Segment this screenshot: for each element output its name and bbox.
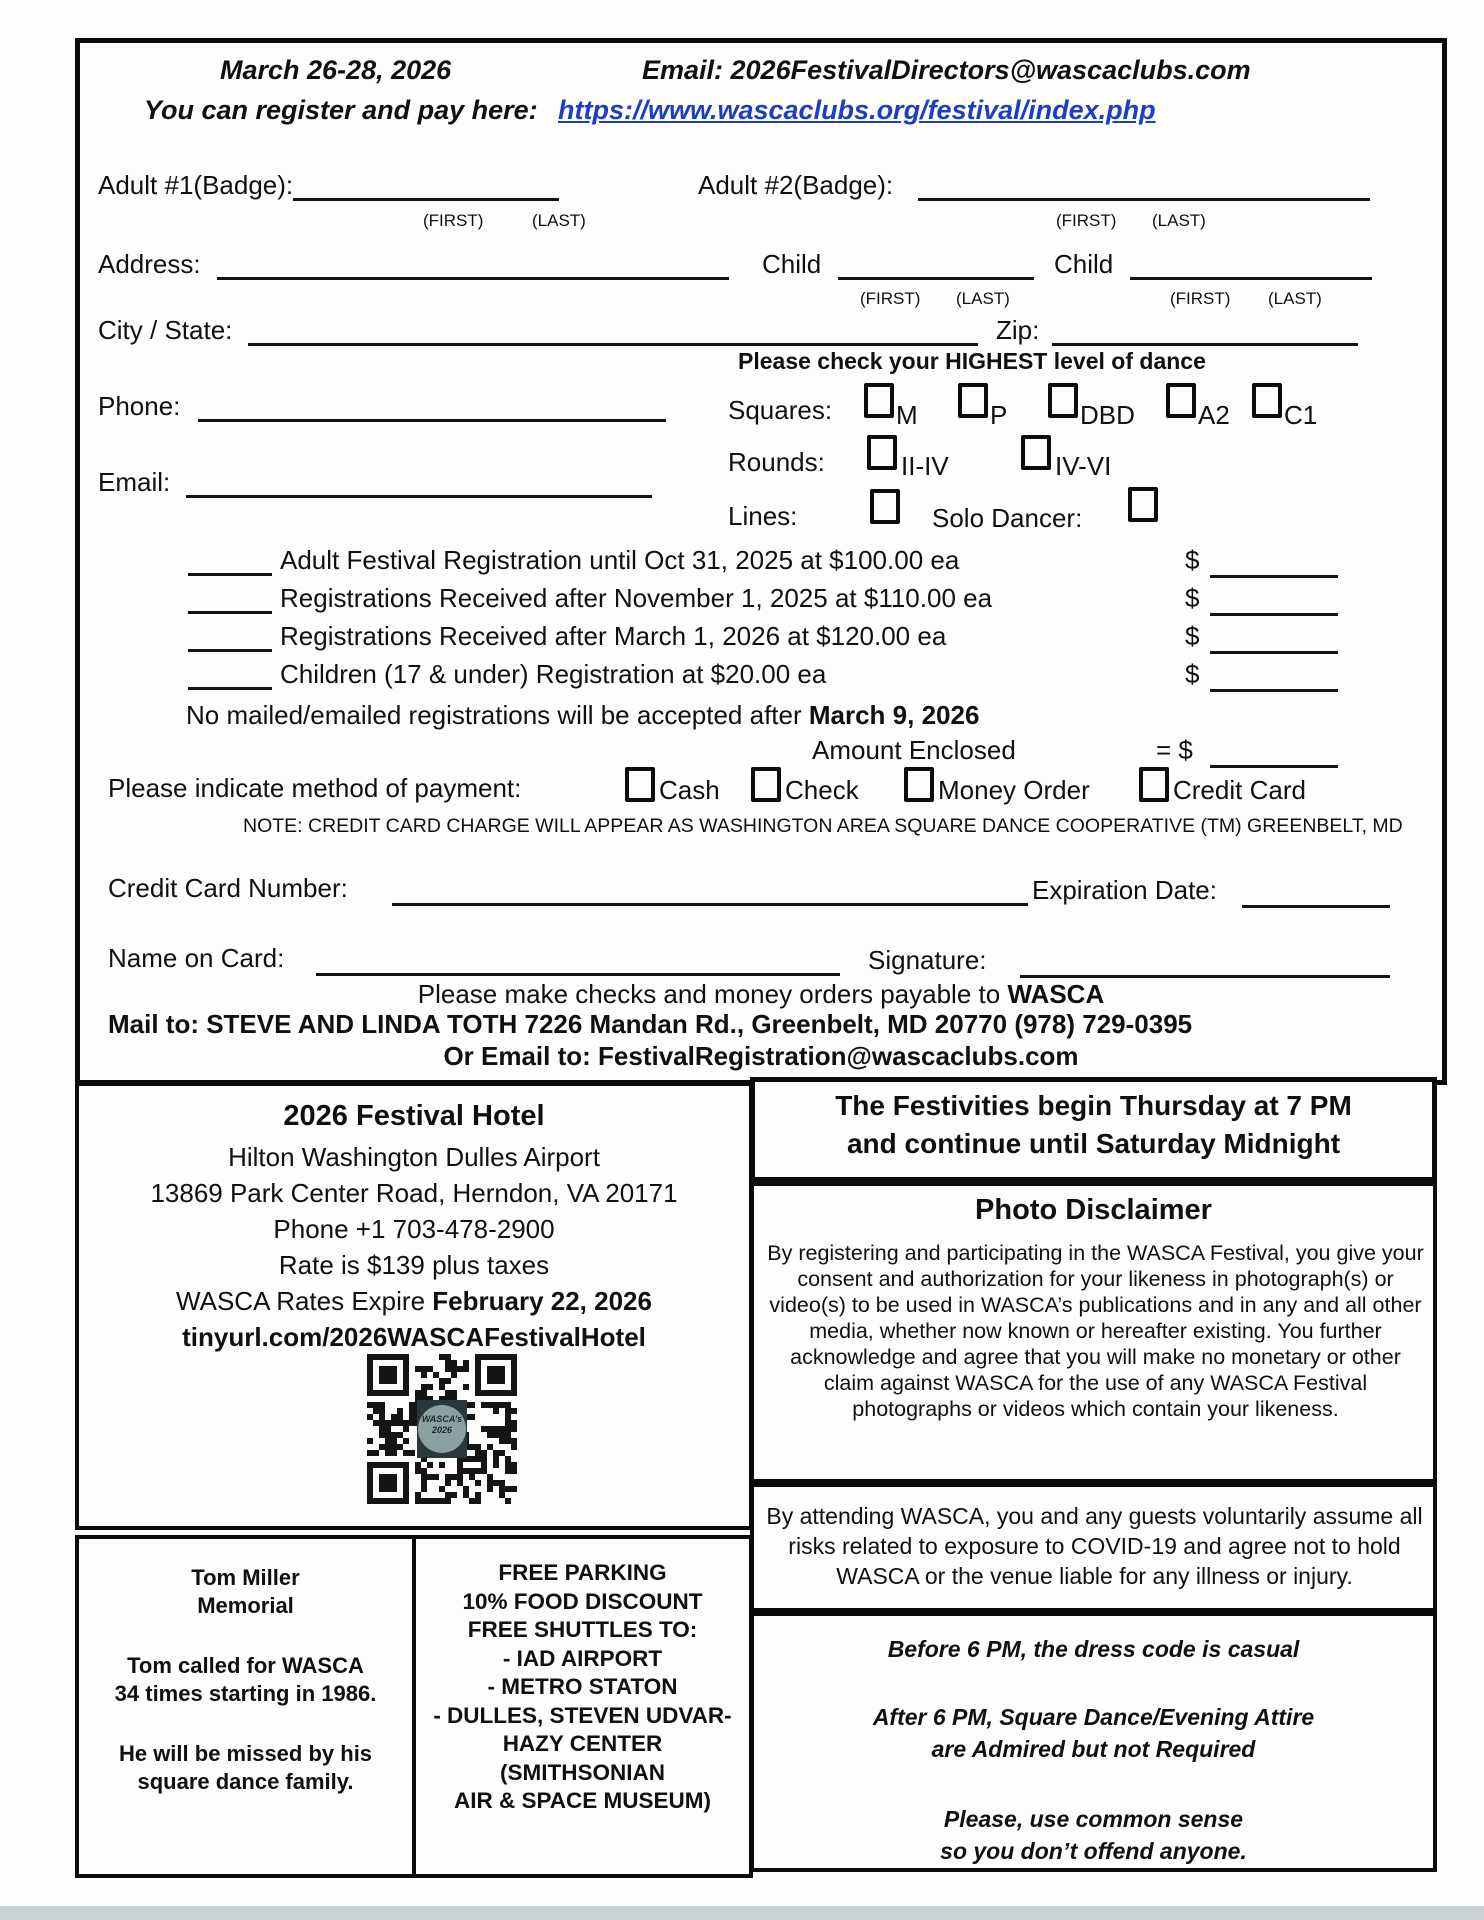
solo-dancer-checkbox xyxy=(1128,487,1158,522)
dress-code-line-1: Before 6 PM, the dress code is casual xyxy=(887,1636,1300,1662)
fee-line: Registrations Received after March 1, 2026 at $120.00 ea xyxy=(280,621,947,651)
dress-code-line-3: are Admired but not Required xyxy=(931,1736,1256,1762)
photo-disclaimer-body: By registering and participating in the WASCA Festival, you give your consent and authorization for your likeness in photograph(s) or video(s) to be used in WASCA’s publications and in any and all other media, whether now known or hereafter existing. You further acknowledge and agree that you will make no monetary or other claim against WASCA for the use of any WASCA Festival photographs or videos which contain your likeness. xyxy=(767,1241,1424,1421)
expiration-label: Expiration Date: xyxy=(1032,875,1217,905)
payable-line xyxy=(80,979,1442,1010)
adult2-blank xyxy=(918,198,1370,201)
child1-label: Child xyxy=(762,249,822,279)
adult2-label: Adult #2(Badge): xyxy=(698,170,894,200)
hotel-name: Hilton Washington Dulles Airport xyxy=(228,1142,600,1172)
signature-blank xyxy=(1020,975,1390,978)
fee-amount-blank xyxy=(1210,575,1338,578)
festivities-line-1: The Festivities begin Thursday at 7 PM xyxy=(835,1090,1352,1121)
fee-qty-blank xyxy=(188,687,272,690)
hotel-address: 13869 Park Center Road, Herndon, VA 20171 xyxy=(150,1178,678,1208)
squares-m-label: M xyxy=(896,400,918,430)
payable-org: WASCA xyxy=(1007,979,1105,1009)
fee-qty-blank xyxy=(188,649,272,652)
memorial-line-4: square dance family. xyxy=(137,1769,354,1794)
cc-number-label: Credit Card Number: xyxy=(108,873,348,903)
rounds-ii-iv-checkbox xyxy=(867,435,897,470)
squares-label: Squares: xyxy=(728,395,833,425)
memorial-title-2: Memorial xyxy=(197,1593,294,1618)
memorial-parking-section xyxy=(75,1535,753,1878)
solo-dancer-label: Solo Dancer: xyxy=(932,503,1083,533)
dress-code-line-2: After 6 PM, Square Dance/Evening Attire xyxy=(872,1704,1315,1730)
memorial-line-2: 34 times starting in 1986. xyxy=(114,1681,377,1706)
dollar-sign: $ xyxy=(1185,583,1200,613)
parking-line: - IAD AIRPORT xyxy=(502,1645,663,1671)
lines-checkbox xyxy=(870,489,900,524)
child2-label: Child xyxy=(1054,249,1114,279)
cash-checkbox xyxy=(625,767,655,802)
credit-card-note: NOTE: CREDIT CARD CHARGE WILL APPEAR AS WASHINGTON AREA SQUARE DANCE COOPERATIVE (TM) GREENBELT, MD xyxy=(243,815,1403,837)
phone-label: Phone: xyxy=(98,391,181,421)
memorial-title-1: Tom Miller xyxy=(191,1565,300,1590)
hotel-tinyurl: tinyurl.com/2026WASCAFestivalHotel xyxy=(182,1322,646,1352)
payable-text: Please make checks and money orders payable to xyxy=(417,979,1008,1009)
dress-code-line-5: so you don’t offend anyone. xyxy=(940,1838,1247,1864)
qr-logo-text-2: 2026 xyxy=(431,1425,453,1435)
cc-number-blank xyxy=(392,903,1028,906)
mail-to-line: Mail to: STEVE AND LINDA TOTH 7226 Mandan Rd., Greenbelt, MD 20770 (978) 729-0395 xyxy=(108,1009,1193,1039)
event-dates: March 26-28, 2026 xyxy=(220,55,452,85)
squares-a2-checkbox xyxy=(1166,383,1196,418)
rounds-iv-vi-label: IV-VI xyxy=(1055,451,1112,481)
dollar-sign: $ xyxy=(1185,659,1200,689)
zip-label: Zip: xyxy=(996,315,1040,345)
fee-qty-blank xyxy=(188,611,272,614)
or-email-line: Or Email to: FestivalRegistration@wascaclubs.com xyxy=(443,1041,1079,1071)
lines-label: Lines: xyxy=(728,501,798,531)
money-order-checkbox xyxy=(904,767,934,802)
credit-card-label: Credit Card xyxy=(1173,775,1306,805)
squares-dbd-checkbox xyxy=(1048,383,1078,418)
rounds-label: Rounds: xyxy=(728,447,825,477)
fee-amount-blank xyxy=(1210,651,1338,654)
first-caption: (FIRST) xyxy=(860,289,921,308)
dress-code-line-4: Please, use common sense xyxy=(943,1806,1244,1832)
city-state-label: City / State: xyxy=(98,315,233,345)
city-state-blank xyxy=(248,343,978,346)
adult1-label: Adult #1(Badge): xyxy=(98,170,294,200)
phone-blank xyxy=(198,419,666,422)
hotel-title: 2026 Festival Hotel xyxy=(283,1100,545,1132)
covid-body: By attending WASCA, you and any guests voluntarily assume all risks related to exposure to COVID-19 and agree not to hold WASCA or the venue liable for any illness or injury. xyxy=(766,1503,1423,1589)
first-caption: (FIRST) xyxy=(1056,211,1117,230)
festivities-section xyxy=(750,1077,1437,1182)
hotel-phone: Phone +1 703-478-2900 xyxy=(273,1214,555,1244)
hotel-rate: Rate is $139 plus taxes xyxy=(278,1250,550,1280)
qr-logo-circle xyxy=(418,1405,466,1453)
parking-line: FREE SHUTTLES TO: xyxy=(467,1617,698,1642)
squares-p-checkbox xyxy=(958,383,988,418)
parking-line: - METRO STATON xyxy=(487,1674,678,1699)
parking-line: 10% FOOD DISCOUNT xyxy=(462,1588,703,1614)
memorial-line-1: Tom called for WASCA xyxy=(127,1653,364,1678)
address-label: Address: xyxy=(98,249,201,279)
dance-level-heading: Please check your HIGHEST level of dance xyxy=(738,348,1206,374)
fee-qty-blank xyxy=(188,573,272,576)
covid-section xyxy=(750,1483,1437,1612)
child1-blank xyxy=(838,277,1034,280)
fee-amount-blank xyxy=(1210,689,1338,692)
squares-p-label: P xyxy=(990,400,1008,430)
parking-line: AIR & SPACE MUSEUM) xyxy=(453,1788,712,1813)
hotel-qr-code xyxy=(367,1354,517,1504)
expiration-blank xyxy=(1242,905,1390,908)
last-caption: (LAST) xyxy=(956,289,1010,308)
parking-line: HAZY CENTER xyxy=(502,1731,663,1756)
qr-center-logo xyxy=(417,1400,467,1458)
credit-card-checkbox xyxy=(1139,767,1169,802)
equals-dollar: = $ xyxy=(1156,735,1193,765)
rounds-iv-vi-checkbox xyxy=(1021,435,1051,470)
name-on-card-blank xyxy=(316,973,840,976)
photo-disclaimer-section xyxy=(750,1182,1437,1483)
festivities-line-2: and continue until Saturday Midnight xyxy=(846,1128,1341,1159)
fee-amount-blank xyxy=(1210,613,1338,616)
dress-code-section xyxy=(750,1612,1437,1872)
parking-line: - DULLES, STEVEN UDVAR- xyxy=(433,1702,732,1728)
registration-deadline xyxy=(186,700,979,731)
address-blank xyxy=(217,277,729,280)
register-label: You can register and pay here: xyxy=(144,95,538,125)
money-order-label: Money Order xyxy=(938,775,1090,805)
fee-line: Registrations Received after November 1, 2025 at $110.00 ea xyxy=(280,583,993,613)
parking-line: (SMITHSONIAN xyxy=(500,1759,665,1785)
rate-expiry-text: WASCA Rates Expire xyxy=(176,1286,433,1316)
cash-label: Cash xyxy=(659,775,720,805)
zip-blank xyxy=(1052,343,1358,346)
deadline-date: March 9, 2026 xyxy=(808,700,980,730)
scan-edge-band xyxy=(0,1906,1484,1920)
check-label: Check xyxy=(785,775,859,805)
email-blank xyxy=(186,495,652,498)
dollar-sign: $ xyxy=(1185,621,1200,651)
adult1-blank xyxy=(293,198,559,201)
squares-a2-label: A2 xyxy=(1198,400,1230,430)
memorial-line-3: He will be missed by his xyxy=(118,1741,373,1766)
first-caption: (FIRST) xyxy=(1170,289,1231,308)
amount-enclosed-label: Amount Enclosed xyxy=(812,735,1016,765)
deadline-text: No mailed/emailed registrations will be accepted after xyxy=(186,700,809,730)
name-on-card-label: Name on Card: xyxy=(108,943,285,973)
parking-line: FREE PARKING xyxy=(498,1560,667,1585)
last-caption: (LAST) xyxy=(1268,289,1322,308)
dollar-sign: $ xyxy=(1185,545,1200,575)
hotel-section xyxy=(75,1082,753,1530)
email-label: Email: xyxy=(98,467,171,497)
squares-dbd-label: DBD xyxy=(1080,400,1135,430)
parking-perks xyxy=(416,1559,749,1816)
register-link[interactable]: https://www.wascaclubs.org/festival/index.php xyxy=(558,95,1156,125)
first-caption: (FIRST) xyxy=(423,211,484,230)
check-checkbox xyxy=(751,767,781,802)
payment-method-label: Please indicate method of payment: xyxy=(108,773,522,803)
squares-c1-label: C1 xyxy=(1284,400,1318,430)
photo-disclaimer-title: Photo Disclaimer xyxy=(975,1194,1212,1226)
qr-logo-text-1: WASCA’s xyxy=(421,1414,463,1424)
squares-c1-checkbox xyxy=(1252,383,1282,418)
amount-enclosed-blank xyxy=(1210,765,1338,768)
last-caption: (LAST) xyxy=(1152,211,1206,230)
fee-line: Adult Festival Registration until Oct 31, 2025 at $100.00 ea xyxy=(280,545,960,575)
rate-expiry-date: February 22, 2026 xyxy=(432,1286,652,1316)
directors-email: Email: 2026FestivalDirectors@wascaclubs.com xyxy=(642,55,1251,85)
rounds-ii-iv-label: II-IV xyxy=(901,451,949,481)
hotel-rate-expiry xyxy=(79,1286,749,1317)
child2-blank xyxy=(1130,277,1372,280)
last-caption: (LAST) xyxy=(532,211,586,230)
registration-section xyxy=(75,38,1447,1085)
squares-m-checkbox xyxy=(864,383,894,418)
fee-line: Children (17 & under) Registration at $20.00 ea xyxy=(280,659,827,689)
signature-label: Signature: xyxy=(868,945,987,975)
